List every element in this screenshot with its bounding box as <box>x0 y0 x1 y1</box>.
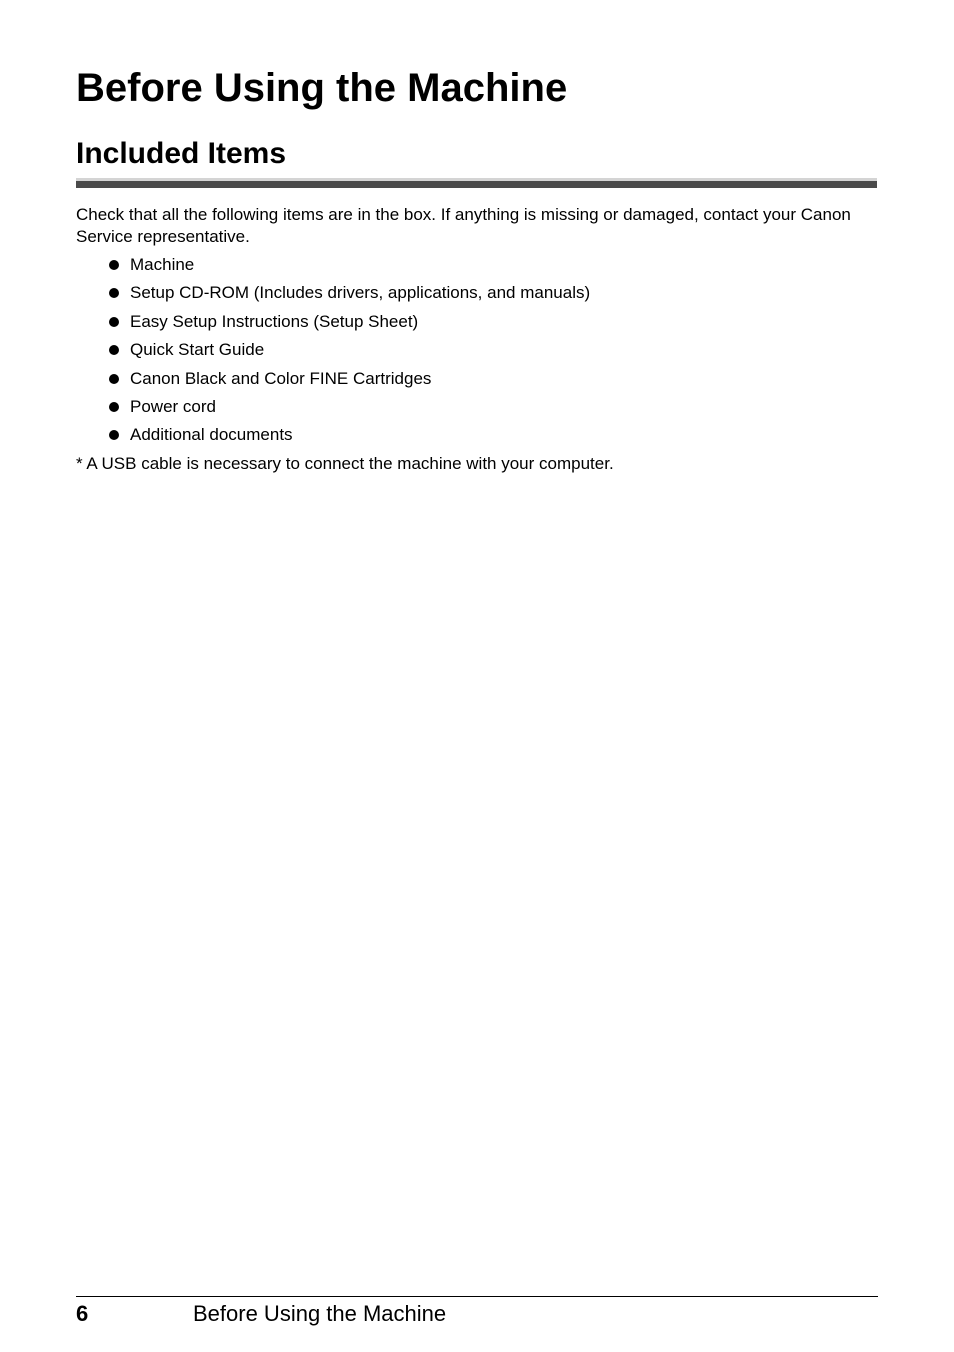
list-item <box>76 281 590 309</box>
section-divider-dark <box>76 181 877 188</box>
list-item <box>76 253 590 281</box>
bullet-icon <box>109 317 119 327</box>
footer-title: Before Using the Machine <box>193 1301 447 1326</box>
list-item <box>76 367 590 395</box>
page-number: 6 <box>76 1301 89 1326</box>
included-items-list <box>76 253 590 452</box>
list-item-label: Easy Setup Instructions (Setup Sheet) <box>130 311 419 331</box>
list-item <box>76 310 590 338</box>
section-divider <box>76 178 877 188</box>
bullet-icon <box>109 402 119 412</box>
intro-paragraph: Check that all the following items are in the box. If anything is missing or damaged, contact your Canon Service representative. <box>76 205 851 246</box>
bullet-icon <box>109 374 119 384</box>
bullet-icon <box>109 345 119 355</box>
bullet-icon <box>109 430 119 440</box>
list-item <box>76 423 590 451</box>
list-item-label: Power cord <box>130 396 216 416</box>
page-title: Before Using the Machine <box>76 66 568 110</box>
list-item-label: Additional documents <box>130 425 293 445</box>
list-item <box>76 395 590 423</box>
list-item-label: Machine <box>130 255 195 274</box>
section-title: Included Items <box>76 137 287 170</box>
bullet-icon <box>109 288 119 298</box>
list-item-label: Canon Black and Color FINE Cartridges <box>130 368 432 388</box>
footer-divider <box>76 1296 878 1297</box>
list-item <box>76 338 590 366</box>
list-item-label: Setup CD-ROM (Includes drivers, applications, and manuals) <box>130 283 591 303</box>
footnote: * A USB cable is necessary to connect the machine with your computer. <box>76 454 614 473</box>
bullet-icon <box>109 260 119 270</box>
list-item-label: Quick Start Guide <box>130 340 265 360</box>
